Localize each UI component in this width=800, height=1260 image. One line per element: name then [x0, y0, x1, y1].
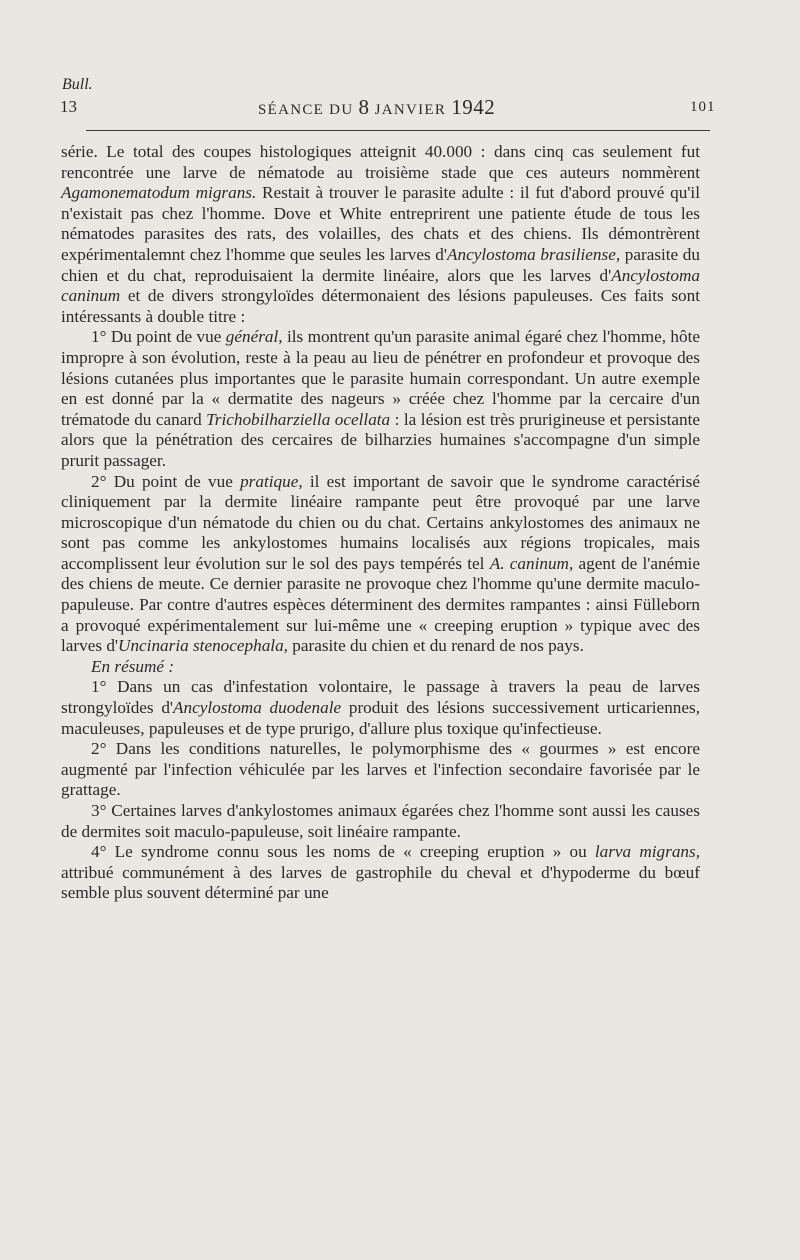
paragraph-1: [61, 142, 700, 327]
session-prefix: SÉANCE DU: [258, 102, 354, 118]
paragraph-4: [61, 677, 700, 739]
session-title: [258, 95, 495, 120]
session-day: 8: [358, 95, 370, 119]
p4-italic-1: Ancylostoma duodenale: [173, 698, 342, 718]
p1-text-4: et de divers strongyloïdes détermonaient des lésions papuleuses. Ces faits sont intéressants à double titre :: [61, 286, 700, 326]
p1-text-1: série. Le total des coupes histologiques atteignit 40.000 : dans cinq cas seulement fut rencontrée une larve de nématode au troisième stade que ces auteurs nommèrent: [61, 142, 700, 182]
p1-italic-1: Agamonematodum migrans.: [61, 183, 257, 203]
p2-italic-1: général,: [225, 327, 283, 347]
body-text: [61, 142, 700, 904]
p3-text-4: parasite du chien et du renard de nos pays.: [287, 636, 584, 656]
p3-text-1: 2° Du point de vue: [91, 471, 241, 491]
p1-text-2: Restait à trouver le parasite adulte : il fut d'abord prouvé qu'il n'existait pas chez l'homme. Dove et White entreprirent une patiente étude de tous les nématodes parasites des rats, des volailles, des chats et des chiens. Ils démontrèrent expérimentalemnt chez l'homme que seules les larves d': [61, 183, 700, 264]
p7-italic-1: larva migrans,: [594, 842, 700, 862]
session-year: 1942: [451, 95, 496, 119]
p3-text-2: il est important de savoir que le syndrome caractérisé cliniquement par la dermite linéaire rampante peut être provoqué par une larve microscopique d'un nématode du chien ou du chat. Certains ankylostomes des animaux ne sont pas comme les ankylostomes humains localisés aux régions tropicales, mais accomplissent leur évolution sur le sol des pays tempérés tel: [61, 471, 700, 573]
p2-text-2: ils montrent qu'un parasite animal égaré chez l'homme, hôte impropre à son évolution, reste à la peau au lieu de pénétrer en profondeur et provoque des lésions cutanées plus importantes que le parasite humain correspondant. Un autre exemple en est donné par la « dermatite des nageurs » créée chez l'homme par la cercaire d'un trématode du canard: [61, 327, 700, 429]
resume-heading: En résumé :: [91, 656, 175, 676]
page-number: 101: [690, 99, 716, 115]
volume-number: 13: [60, 97, 77, 116]
p1-text-3: parasite du chien et du chat, reproduisaient la dermite linéaire, alors que les larves d': [61, 244, 700, 285]
running-header: [0, 0, 800, 140]
header-rule: [86, 130, 710, 131]
p7-text-1: 4° Le syndrome connu sous les noms de « creeping eruption » ou: [91, 842, 595, 862]
paragraph-6: 3° Certaines larves d'ankylostomes animaux égarées chez l'homme sont aussi les causes de dermites soit maculo-papuleuse, soit linéaire rampante.: [61, 801, 700, 841]
p3-italic-3: Uncinaria stenocephala,: [118, 636, 288, 656]
p7-text-2: attribué communément à des larves de gastrophile du cheval et d'hypoderme du bœuf semble plus souvent déterminé par une: [61, 862, 700, 903]
p3-italic-1: pratique,: [240, 471, 303, 491]
paragraph-7: [61, 842, 700, 904]
paragraph-5: 2° Dans les conditions naturelles, le polymorphisme des « gourmes » est encore augmenté par l'infection véhiculée par les larves et l'infection secondaire favorisée par le grattage.: [61, 739, 700, 800]
p1-italic-3: Ancylostoma caninum: [61, 265, 700, 306]
p3-italic-2: A. caninum,: [489, 553, 574, 573]
p2-text-3: : la lésion est très prurigineuse et persistante alors que la pénétration des cercaires de bilharzies humaines s'accompagne d'un simple prurit passager.: [61, 409, 700, 470]
paragraph-2: [61, 327, 700, 471]
p4-text-2: produit des lésions successivement urticariennes, maculeuses, papuleuses et de type prurigo, d'allure plus toxique qu'infectieuse.: [61, 698, 700, 738]
session-month: JANVIER: [374, 102, 447, 118]
p3-text-3: agent de l'anémie des chiens de meute. Ce dernier parasite ne provoque chez l'homme qu'une dermite maculo-papuleuse. Par contre d'autres espèces déterminent des dermites rampantes : ainsi Fülleborn a provoqué expérimentalement sur lui-même une « creeping eruption » typique avec des larves d': [61, 553, 700, 656]
paragraph-3: [61, 472, 700, 657]
journal-abbreviation: Bull.: [62, 76, 93, 93]
p1-italic-2: Ancylostoma brasiliense,: [446, 244, 621, 264]
p2-text-1: 1° Du point de vue: [91, 327, 226, 347]
p4-text-1: 1° Dans un cas d'infestation volontaire, le passage à travers la peau de larves strongyloïdes d': [61, 677, 700, 718]
p2-italic-2: Trichobilharziella ocellata: [206, 409, 391, 429]
